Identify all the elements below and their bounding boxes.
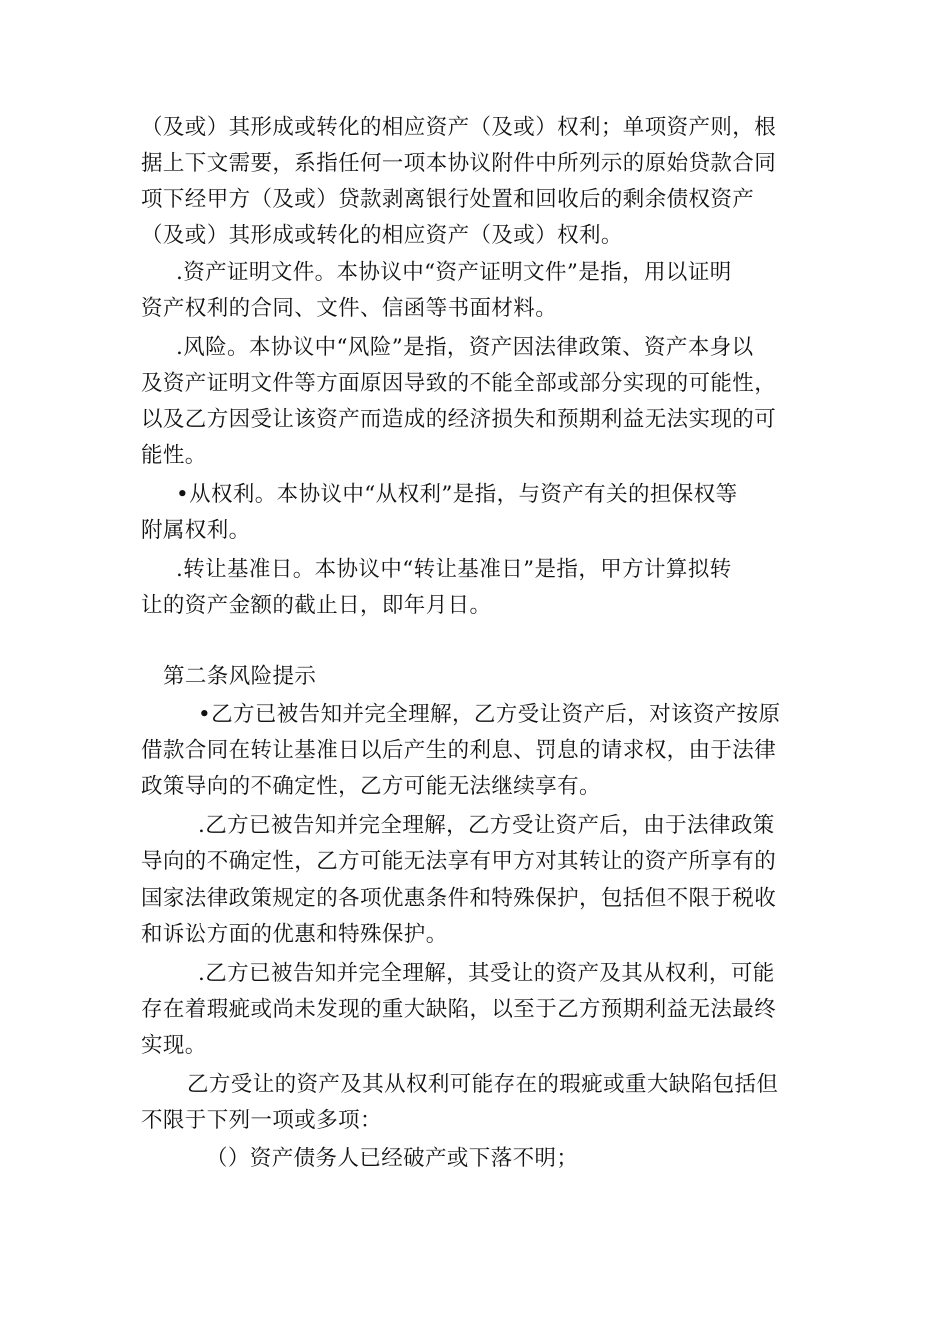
text-line: 项下经甲方（及或）贷款剥离银行处置和回收后的剩余债权资产	[141, 187, 755, 212]
text-line: •从权利。本协议中“从权利”是指，与资产有关的担保权等	[176, 482, 738, 507]
text-line: （及或）其形成或转化的相应资产（及或）权利；单项资产则，根	[141, 115, 777, 140]
text-line: 乙方受让的资产及其从权利可能存在的瑕疵或重大缺陷包括但	[187, 1072, 779, 1097]
text-line: 资产权利的合同、文件、信函等书面材料。	[141, 296, 558, 321]
text-line: .转让基准日。本协议中“转让基准日”是指，甲方计算拟转	[176, 557, 732, 582]
text-line: 实现。	[141, 1033, 207, 1058]
text-line: 附属权利。	[141, 518, 251, 543]
text-line: .风险。本协议中“风险”是指，资产因法律政策、资产本身以	[176, 335, 754, 360]
section-heading: 第二条风险提示	[163, 664, 317, 689]
text-line: 据上下文需要，系指任何一项本协议附件中所列示的原始贷款合同	[141, 151, 777, 176]
text-line: 国家法律政策规定的各项优惠条件和特殊保护，包括但不限于税收	[141, 886, 777, 911]
text-line: 不限于下列一项或多项：	[141, 1108, 382, 1133]
list-item: （）资产债务人已经破产或下落不明；	[206, 1146, 579, 1171]
text-line: 政策导向的不确定性，乙方可能无法继续享有。	[141, 774, 601, 799]
text-line: 能性。	[141, 443, 207, 468]
text-line: 存在着瑕疵或尚未发现的重大缺陷，以至于乙方预期利益无法最终	[141, 997, 777, 1022]
text-line: 及资产证明文件等方面原因导致的不能全部或部分实现的可能性，	[141, 371, 777, 396]
text-line: .乙方已被告知并完全理解，其受让的资产及其从权利，可能	[198, 961, 775, 986]
text-line: 导向的不确定性，乙方可能无法享有甲方对其转让的资产所享有的	[141, 849, 777, 874]
text-line: 让的资产金额的截止日，即年月日。	[141, 593, 492, 618]
text-line: （及或）其形成或转化的相应资产（及或）权利。	[141, 223, 623, 248]
text-line: .资产证明文件。本协议中“资产证明文件”是指，用以证明	[176, 260, 732, 285]
text-line: 借款合同在转让基准日以后产生的利息、罚息的请求权，由于法律	[141, 738, 777, 763]
text-line: •乙方已被告知并完全理解，乙方受让资产后，对该资产按原	[198, 702, 781, 727]
text-line: 和诉讼方面的优惠和特殊保护。	[141, 922, 448, 947]
text-line: .乙方已被告知并完全理解，乙方受让资产后，由于法律政策	[198, 813, 775, 838]
text-line: 以及乙方因受让该资产而造成的经济损失和预期利益无法实现的可	[141, 407, 777, 432]
